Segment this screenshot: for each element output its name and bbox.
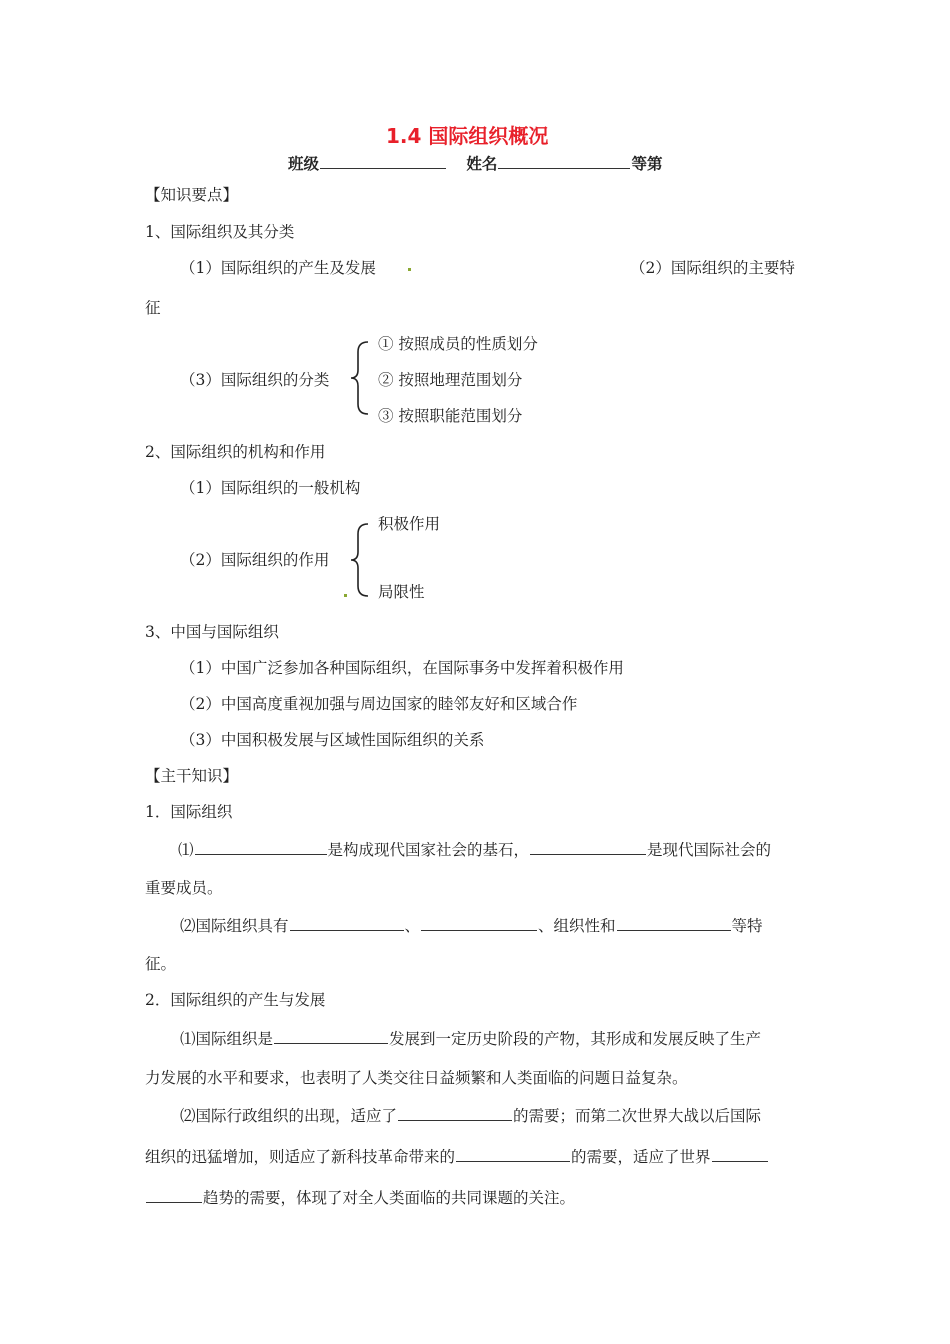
q1-p2-a: ⑵国际组织具有 xyxy=(180,917,289,935)
q2-title: 2．国际组织的产生与发展 xyxy=(145,991,326,1009)
q1-title: 1．国际组织 xyxy=(145,803,233,821)
s2-branch2: 局限性 xyxy=(378,583,425,601)
q2-p2-c: 组织的迅猛增加，则适应了新科技革命带来的 xyxy=(145,1148,456,1166)
s3-title: 3、中国与国际组织 xyxy=(145,623,279,641)
section-heading-key-points: 【知识要点】 xyxy=(145,186,239,204)
brace-roles xyxy=(348,522,372,598)
class-label: 班级 xyxy=(288,155,320,173)
stray-dot xyxy=(344,594,347,597)
fill-blank[interactable] xyxy=(146,1186,202,1203)
name-blank[interactable] xyxy=(498,152,630,169)
q1-p1-line2: 重要成员。 xyxy=(145,879,223,897)
q1-p1-line1 xyxy=(178,838,771,860)
s1-branch2: ② 按照地理范围划分 xyxy=(378,371,523,389)
fill-blank[interactable] xyxy=(617,914,731,931)
s3-item1: （1）中国广泛参加各种国际组织，在国际事务中发挥着积极作用 xyxy=(180,659,624,677)
s1-branch3: ③ 按照职能范围划分 xyxy=(378,407,523,425)
q1-p2-c: 、组织性和 xyxy=(538,917,616,935)
q2-p1-b: 发展到一定历史阶段的产物，其形成和发展反映了生产 xyxy=(389,1030,762,1048)
s1-item2-cont: 征 xyxy=(145,299,161,317)
s2-item1: （1）国际组织的一般机构 xyxy=(180,479,361,497)
s2-branch1: 积极作用 xyxy=(378,515,441,533)
grade-label: 等第 xyxy=(631,155,663,173)
q1-p1-b: 是构成现代国家社会的基石， xyxy=(327,841,530,859)
page-title: 1.4 国际组织概况 xyxy=(386,124,549,148)
s2-item2: （2）国际组织的作用 xyxy=(180,551,330,569)
s1-branch1: ① 按照成员的性质划分 xyxy=(378,335,538,353)
s3-item3: （3）中国积极发展与区域性国际组织的关系 xyxy=(180,731,485,749)
fill-blank[interactable] xyxy=(530,838,646,855)
q2-p2-d: 的需要，适应了世界 xyxy=(571,1148,711,1166)
fill-blank[interactable] xyxy=(290,914,404,931)
s1-item3: （3）国际组织的分类 xyxy=(180,371,330,389)
s1-item2: （2）国际组织的主要特 xyxy=(630,259,795,277)
fill-blank[interactable] xyxy=(195,838,327,855)
q2-p2-e: 趋势的需要，体现了对全人类面临的共同课题的关注。 xyxy=(203,1189,576,1207)
q1-p2-line2: 征。 xyxy=(145,955,177,973)
stray-dot xyxy=(408,268,411,271)
fill-blank[interactable] xyxy=(421,914,537,931)
s3-item2: （2）中国高度重视加强与周边国家的睦邻友好和区域合作 xyxy=(180,695,578,713)
q2-p2-line2 xyxy=(145,1145,769,1167)
brace-classification xyxy=(348,340,372,416)
fill-blank[interactable] xyxy=(274,1027,388,1044)
s1-item1: （1）国际组织的产生及发展 xyxy=(180,259,376,277)
q2-p2-line3 xyxy=(145,1186,575,1208)
q1-p1-c: 是现代国际社会的 xyxy=(647,841,772,859)
section-heading-main-knowledge: 【主干知识】 xyxy=(145,767,239,785)
class-blank[interactable] xyxy=(320,152,446,169)
fill-blank[interactable] xyxy=(712,1145,768,1162)
q2-p2-b: 的需要；而第二次世界大战以后国际 xyxy=(513,1107,762,1125)
q2-p2-line1 xyxy=(180,1104,761,1126)
q2-p1-line2: 力发展的水平和要求，也表明了人类交往日益频繁和人类面临的问题日益复杂。 xyxy=(145,1069,688,1087)
q2-p1-a: ⑴国际组织是 xyxy=(180,1030,274,1048)
q1-p1-a: ⑴ xyxy=(178,841,194,859)
fill-blank[interactable] xyxy=(456,1145,570,1162)
q1-p2-b: 、 xyxy=(404,917,421,935)
s2-title: 2、国际组织的机构和作用 xyxy=(145,443,326,461)
fill-blank[interactable] xyxy=(398,1104,512,1121)
s1-title: 1、国际组织及其分类 xyxy=(145,223,295,241)
q1-p2-d: 等特 xyxy=(731,917,763,935)
q2-p1-line1 xyxy=(180,1027,761,1049)
q1-p2-line1 xyxy=(180,914,763,936)
q2-p2-a: ⑵国际行政组织的出现，适应了 xyxy=(180,1107,398,1125)
student-info-line xyxy=(288,152,662,174)
name-label: 姓名 xyxy=(466,155,498,173)
